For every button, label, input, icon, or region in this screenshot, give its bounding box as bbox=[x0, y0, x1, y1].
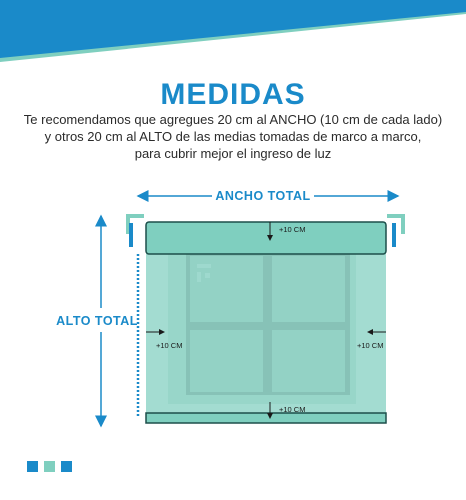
square-dot-icon bbox=[61, 461, 72, 472]
svg-text:+10 CM: +10 CM bbox=[279, 225, 306, 234]
description bbox=[20, 111, 446, 162]
height-label: ALTO TOTAL bbox=[56, 314, 138, 328]
width-label: ANCHO TOTAL bbox=[215, 189, 311, 203]
square-dot-icon bbox=[44, 461, 55, 472]
description-line-3: para cubrir mejor el ingreso de luz bbox=[134, 146, 332, 161]
page-title: MEDIDAS bbox=[160, 78, 306, 111]
footer-dots bbox=[27, 461, 77, 473]
header-banner bbox=[0, 0, 466, 80]
blind-bottom-bar bbox=[146, 413, 386, 423]
description-line-2: y otros 20 cm al ALTO de las medias tomadas de marco a marco, bbox=[44, 129, 422, 144]
blind-roller bbox=[146, 222, 386, 254]
svg-text:+10 CM: +10 CM bbox=[156, 341, 183, 350]
svg-text:+10 CM: +10 CM bbox=[357, 341, 384, 350]
svg-text:+10 CM: +10 CM bbox=[279, 405, 306, 414]
blind-diagram-icon bbox=[0, 180, 466, 490]
description-line-1: Te recomendamos que agregues 20 cm al ANCHO (10 cm de cada lado) bbox=[23, 112, 443, 127]
square-dot-icon bbox=[27, 461, 38, 472]
banner-blue-stripe-top bbox=[0, 0, 466, 58]
